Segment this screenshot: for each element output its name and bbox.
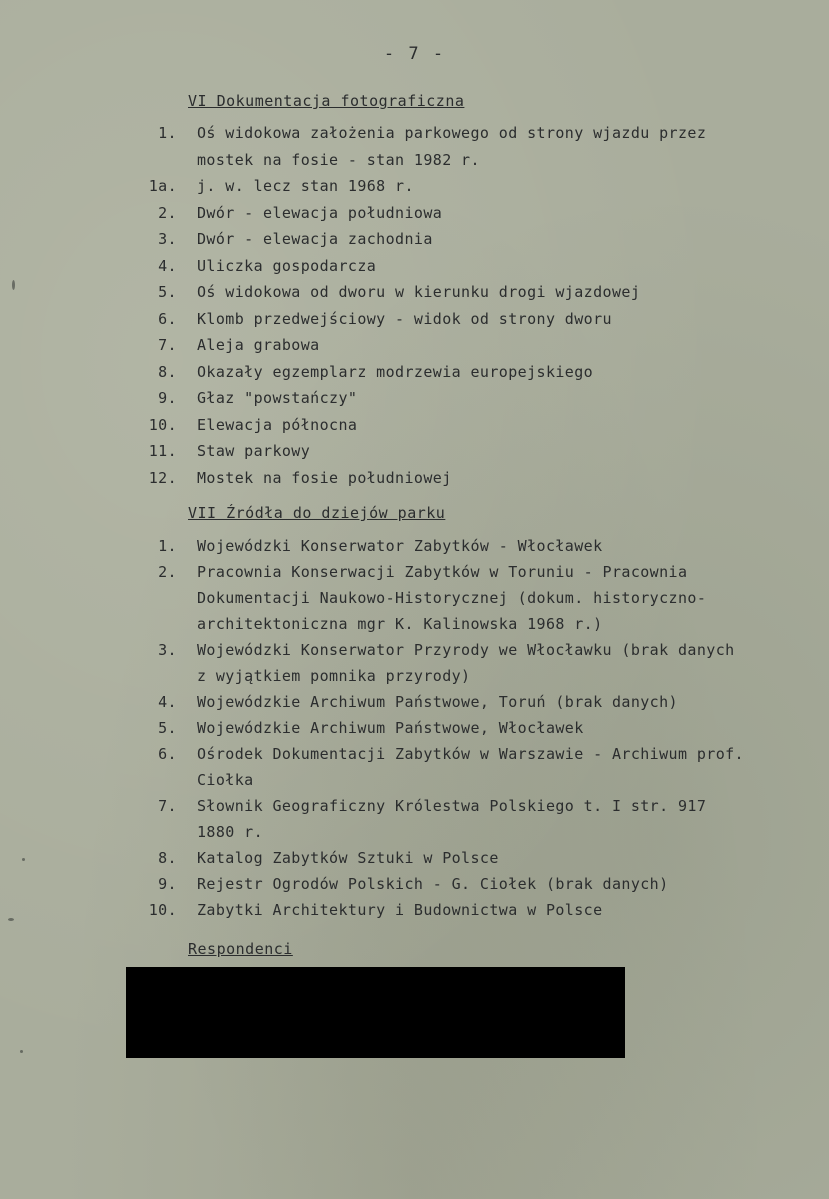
item-text: Wojewódzki Konserwator Zabytków - Włocławek — [197, 537, 603, 555]
item-text: Głaz "powstańczy" — [197, 389, 358, 407]
paper-speck — [12, 280, 15, 290]
list-item-line — [0, 589, 829, 611]
item-number: 9. — [158, 389, 177, 407]
item-number: 10. — [148, 415, 177, 434]
item-text: Oś widokowa od dworu w kierunku drogi wjazdowej — [197, 283, 641, 301]
paper-speck — [20, 1050, 23, 1053]
section-vii-heading: VII Źródła do dziejów parku — [188, 504, 446, 522]
item-number: 9. — [158, 875, 177, 893]
item-number: 3. — [158, 230, 177, 248]
list-item-line — [0, 177, 829, 199]
list-item-line — [0, 615, 829, 637]
item-text: z wyjątkiem pomnika przyrody) — [197, 667, 471, 685]
item-text: Uliczka gospodarcza — [197, 256, 377, 275]
list-item-line — [0, 849, 829, 871]
item-text: mostek na fosie - stan 1982 r. — [197, 150, 480, 169]
item-number: 7. — [158, 797, 177, 815]
item-text: Klomb przedwejściowy - widok od strony dworu — [197, 309, 612, 328]
item-number: 3. — [158, 641, 177, 659]
section-vi-heading: VI Dokumentacja fotograficzna — [188, 92, 465, 110]
item-text: Rejestr Ogrodów Polskich - G. Ciołek (brak danych) — [197, 875, 669, 893]
list-item-line — [0, 901, 829, 923]
item-text: Dwór - elewacja południowa — [197, 203, 443, 222]
item-text: Wojewódzki Konserwator Przyrody we Włocławku (brak danych — [197, 641, 735, 659]
list-item-line — [0, 693, 829, 715]
item-text: Wojewódzkie Archiwum Państwowe, Włocławek — [197, 719, 584, 737]
item-number: 2. — [158, 563, 177, 581]
redaction-block — [126, 967, 625, 1058]
item-text: Ciołka — [197, 771, 254, 789]
item-number: 4. — [158, 256, 177, 275]
list-item-line — [0, 469, 829, 491]
list-item-line — [0, 823, 829, 845]
list-item-line — [0, 442, 829, 464]
page-number: - 7 - — [383, 44, 446, 64]
item-text: j. w. lecz stan 1968 r. — [197, 177, 414, 195]
item-text: Katalog Zabytków Sztuki w Polsce — [197, 849, 499, 867]
item-text: Aleja grabowa — [197, 336, 320, 354]
item-number: 8. — [158, 362, 177, 381]
item-text: Ośrodek Dokumentacji Zabytków w Warszawie - Archiwum prof. — [197, 745, 744, 763]
item-number: 12. — [148, 468, 177, 487]
item-text: Okazały egzemplarz modrzewia europejskiego — [197, 362, 594, 381]
list-item-line — [0, 336, 829, 358]
item-text: Oś widokowa założenia parkowego od strony wjazdu przez — [197, 124, 707, 142]
list-item-line — [0, 797, 829, 819]
list-item-line — [0, 124, 829, 146]
item-number: 5. — [158, 283, 177, 301]
item-text: Dwór - elewacja zachodnia — [197, 230, 433, 248]
item-number: 1a. — [148, 177, 177, 195]
item-text: 1880 r. — [197, 823, 264, 841]
item-number: 6. — [158, 309, 177, 328]
list-item-line — [0, 537, 829, 559]
item-text: Zabytki Architektury i Budownictwa w Polsce — [197, 901, 603, 919]
list-item-line — [0, 363, 829, 385]
item-number: 8. — [158, 849, 177, 867]
list-item-line — [0, 719, 829, 741]
list-item-line — [0, 563, 829, 585]
list-item-line — [0, 641, 829, 663]
list-item-line — [0, 667, 829, 689]
item-number: 1. — [158, 124, 177, 142]
list-item-line — [0, 310, 829, 332]
list-item-line — [0, 389, 829, 411]
item-text: Mostek na fosie południowej — [197, 468, 452, 487]
list-item-line — [0, 745, 829, 767]
respondents-heading: Respondenci — [188, 940, 293, 958]
list-item-line — [0, 283, 829, 305]
list-item-line — [0, 771, 829, 793]
item-number: 1. — [158, 537, 177, 555]
item-text: Wojewódzkie Archiwum Państwowe, Toruń (brak danych) — [197, 693, 678, 711]
item-number: 11. — [148, 442, 177, 460]
paper-speck — [22, 858, 25, 861]
item-text: Elewacja północna — [197, 415, 358, 434]
item-number: 4. — [158, 693, 177, 711]
paper-speck — [8, 918, 14, 921]
list-item-line — [0, 875, 829, 897]
item-number: 7. — [158, 336, 177, 354]
list-item-line — [0, 204, 829, 226]
item-number: 6. — [158, 745, 177, 763]
item-number: 2. — [158, 203, 177, 222]
item-number: 5. — [158, 719, 177, 737]
list-item-line — [0, 151, 829, 173]
item-text: Słownik Geograficzny Królestwa Polskiego t. I str. 917 — [197, 797, 707, 815]
item-text: architektoniczna mgr K. Kalinowska 1968 r.) — [197, 615, 603, 633]
item-text: Dokumentacji Naukowo-Historycznej (dokum. historyczno- — [197, 589, 707, 607]
list-item-line — [0, 257, 829, 279]
list-item-line — [0, 416, 829, 438]
list-item-line — [0, 230, 829, 252]
item-text: Staw parkowy — [197, 442, 311, 460]
item-text: Pracownia Konserwacji Zabytków w Toruniu - Pracownia — [197, 563, 688, 581]
item-number: 10. — [148, 901, 177, 919]
